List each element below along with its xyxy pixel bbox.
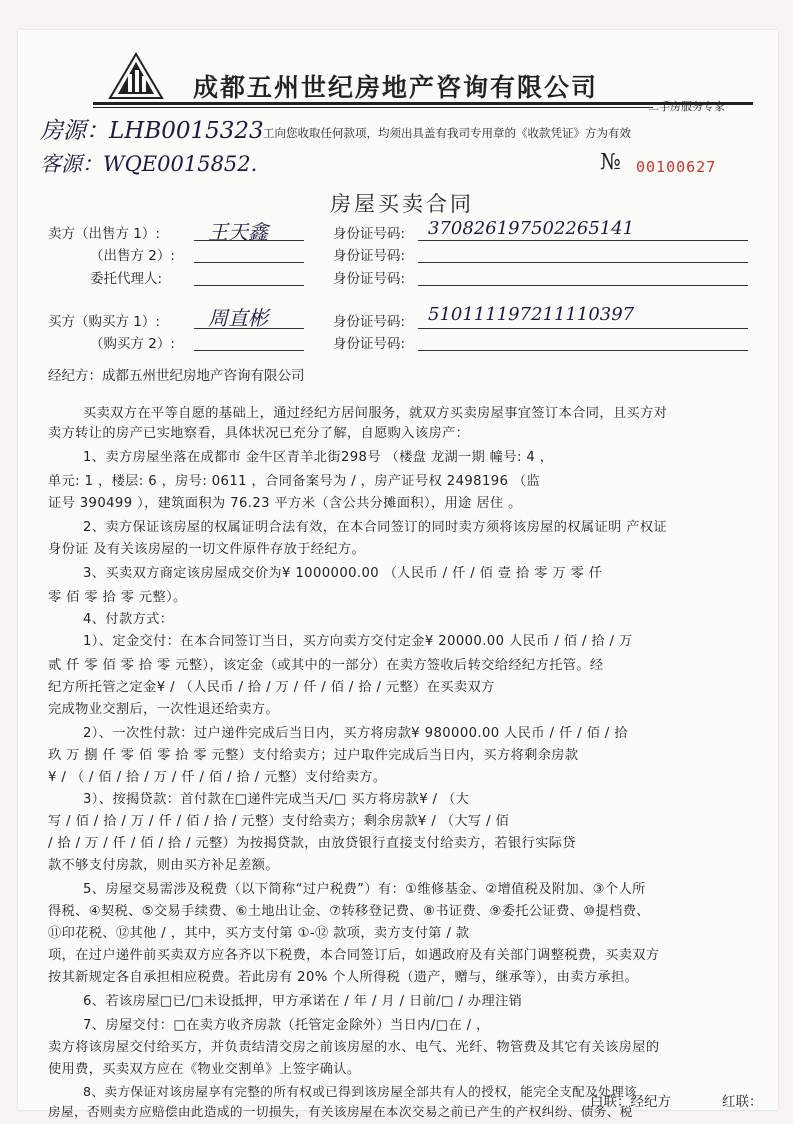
clause-5-line-3: ⑪印花税、⑫其他 / ，其中，买方支付第 ①-⑫ 款项，卖方支付第 / 款 [48, 926, 470, 941]
client-source-handwritten: 客源：WQE0015852. [40, 152, 258, 176]
header-rule-thin [93, 107, 653, 108]
broker-line: 经纪方：成都五州世纪房地产咨询有限公司 [48, 368, 305, 384]
clause-5-line-2: 得税、④契税、⑤交易手续费、⑥土地出让金、⑦转移登记费、⑧书证费、⑨委托公证费、⑩提档费、 [48, 904, 650, 919]
buyer2-name-line [194, 350, 304, 351]
contract-page [18, 30, 778, 1119]
clause-2-line-2: 身份证 及有关该房屋的一切文件原件存放于经纪方。 [48, 542, 366, 557]
seller2-name-line [194, 262, 304, 263]
buyer2-label: （购买方 2）: [90, 336, 175, 352]
company-tagline: 二手房服务专家 [648, 100, 725, 113]
clause-4-3-line-3: / 拾 / 万 / 仟 / 佰 / 拾 / 元整）为按揭贷款，由放贷银行直接支付给卖方，若银行实际贷 [48, 836, 576, 851]
clause-7-line-3: 使用费，买卖双方应在《物业交割单》上签字确认。 [48, 1062, 361, 1077]
clause-1-line-3: 证号 390499 ），建筑面积为 76.23 平方米（含公共分摊面积），用途 居住 。 [48, 496, 522, 511]
seller1-id-label: 身份证号码: [333, 226, 406, 242]
clause-4-1-line-1: 1）、定金交付：在本合同签订当日，买方向卖方交付定金¥ 20000.00 人民币 / 佰 / 拾 / 万 [83, 634, 633, 649]
seller1-name-line [194, 240, 304, 241]
company-logo-icon [108, 52, 164, 102]
agent-id-line [418, 285, 748, 286]
clause-4-3-line-2: 写 / 佰 / 拾 / 万 / 仟 / 佰 / 拾 / 元整）支付给卖方；剩余房款¥ / （大写 / 佰 [48, 814, 510, 829]
buyer1-name-line [194, 328, 304, 329]
clause-7-line-1: 7、房屋交付：□在卖方收齐房款（托管定金除外）当日内/□在 / ， [83, 1018, 490, 1033]
clause-5-line-5: 按其新规定各自承担相应税费。若此房有 20% 个人所得税（遗产，赠与，继承等），由卖方承担。 [48, 970, 639, 985]
seller2-id-label: 身份证号码: [333, 248, 406, 264]
clause-4-1-line-4: 完成物业交割后，一次性退还给卖方。 [48, 702, 279, 717]
seller2-id-line [418, 262, 748, 263]
clause-3-line-1: 3、买卖双方商定该房屋成交价为¥ 1000000.00 （人民币 / 仟 / 佰 壹 拾 零 万 零 仟 [83, 566, 603, 581]
footer-white-copy: 白联：经纪方 [590, 1094, 671, 1110]
agent-label: 委托代理人: [90, 271, 163, 287]
clause-8-line-1: 8、卖方保证对该房屋享有完整的所有权或已得到该房屋全部共有人的授权，能完全支配及处理该 [83, 1084, 638, 1099]
buyer1-name: 周直彬 [208, 306, 268, 330]
seller2-label: （出售方 2）: [90, 248, 175, 264]
contract-title: 房屋买卖合同 [330, 192, 474, 216]
clause-4-2-line-3: ¥ / （ / 佰 / 拾 / 万 / 仟 / 佰 / 拾 / 元整）支付给卖方。 [48, 770, 387, 785]
clause-5-line-4: 项，在过户递件前买卖双方应各齐以下税费，本合同签订后，如遇政府及有关部门调整税费，买卖双方 [48, 948, 660, 963]
serial-number: 00100627 [636, 158, 717, 176]
buyer2-id-line [418, 350, 748, 351]
clause-7-line-2: 卖方将该房屋交付给买方，并负责结清交房之前该房屋的水、电气、光纤、物管费及其它有关该房屋的 [48, 1040, 660, 1055]
seller1-label: 卖方（出售方 1）: [48, 226, 160, 242]
clause-2-line-1: 2、卖方保证该房屋的权属证明合法有效，在本合同签订的同时卖方须将该房屋的权属证明 产权证 [83, 520, 668, 535]
clause-6-line-1: 6、若该房屋□已/□未设抵押，甲方承诺在 / 年 / 月 / 日前/□ / 办理注销 [83, 994, 523, 1009]
agent-id-label: 身份证号码: [333, 271, 406, 287]
clause-4-2-line-1: 2）、一次性付款：过户递件完成后当日内，买方将房款¥ 980000.00 人民币 / 仟 / 佰 / 拾 [83, 726, 628, 741]
house-source-handwritten: 房源：LHB0015323 [40, 118, 264, 144]
clause-4-1-line-2: 贰 仟 零 佰 零 拾 零 元整），该定金（或其中的一部分）在卖方签收后转交给经纪方托管。经 [48, 658, 604, 673]
seller1-name: 王天鑫 [208, 220, 268, 244]
buyer1-id: 510111197211110397 [428, 304, 635, 325]
agent-name-line [194, 285, 304, 286]
clause-1-line-2: 单元: 1 ，楼层: 6 ，房号: 0611 ，合同备案号为 / ，房产证号权 2498196 （监 [48, 474, 541, 489]
clause-8-line-2: 房屋，否则卖方应赔偿由此造成的一切损失，有关该房屋在本次交易之前已产生的产权纠纷、债务、税 [48, 1104, 633, 1119]
buyer1-id-line [418, 328, 748, 329]
buyer1-label: 买方（购买方 1）: [48, 314, 160, 330]
footer-red-copy: 红联： [722, 1094, 763, 1110]
clause-4-title: 4、付款方式： [83, 612, 174, 627]
serial-mark: № [600, 150, 621, 175]
clause-5-line-1: 5、房屋交易需涉及税费（以下简称“过户税费”）有：①维修基金、②增值税及附加、③个人所 [83, 882, 646, 897]
intro-line-2: 卖方转让的房产已实地察看，具体状况已充分了解，自愿购入该房产： [48, 426, 470, 441]
clause-4-3-line-4: 款不够支付房款，则由买方补足差额。 [48, 858, 279, 873]
clause-3-line-2: 零 佰 零 拾 零 元整）。 [48, 590, 187, 605]
seller1-id: 370826197502265141 [428, 218, 635, 239]
seller1-id-line [418, 240, 748, 241]
company-name: 成都五州世纪房地产咨询有限公司 [193, 73, 599, 102]
buyer1-id-label: 身份证号码: [333, 314, 406, 330]
clause-1-line-1: 1、卖方房屋坐落在成都市 金牛区青羊北街298号 （楼盘 龙湖一期 幢号: 4 ， [83, 450, 554, 465]
intro-line-1: 买卖双方在平等自愿的基础上，通过经纪方居间服务，就双方买卖房屋事宜签订本合同，且买方对 [83, 406, 668, 421]
clause-4-1-line-3: 纪方所托管之定金¥ / （人民币 / 拾 / 万 / 仟 / 佰 / 拾 / 元整）在买卖双方 [48, 680, 495, 695]
clause-4-3-line-1: 3）、按揭贷款：首付款在□递件完成当天/□ 买方将房款¥ / （大 [83, 792, 470, 807]
clause-4-2-line-2: 玖 万 捌 仟 零 佰 零 拾 零 元整）支付给卖方；过户取件完成后当日内，买方将剩余房款 [48, 748, 579, 763]
payment-notice: 工向您收取任何款项，均须出具盖有我司专用章的《收款凭证》方为有效 [263, 126, 631, 140]
buyer2-id-label: 身份证号码: [333, 336, 406, 352]
